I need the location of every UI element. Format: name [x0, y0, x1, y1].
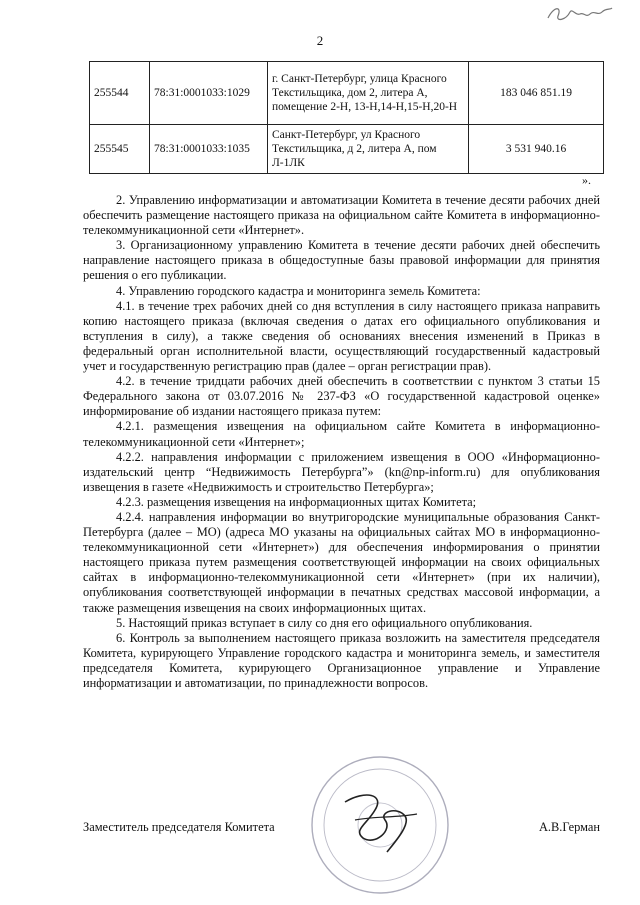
parcels-table: [89, 61, 604, 174]
paragraph: 2. Управлению информатизации и автоматизации Комитета в течение десяти рабочих дней обеспечить размещение настоящего приказа на официальном сайте Комитета в информационно-телекоммуникационной сети «Интернет».: [83, 193, 600, 238]
paragraph: 6. Контроль за выполнением настоящего приказа возложить на заместителя председателя Комитета, курирующего Управление городского кадастра и мониторинга земель, и заместителя председателя Комитета, курирующего Организационное управление и Управление информатизации и автоматизации, по принадлежности вопросов.: [83, 630, 600, 690]
parcel-id: 255545: [90, 125, 150, 174]
paragraph: 4.2.3. размещения извещения на информационных щитах Комитета;: [116, 494, 477, 509]
signatory-name: А.В.Герман: [538, 820, 600, 834]
parcel-address: Санкт-Петербург, ул Красного Текстильщика, д 2, литера А, пом Л-1ЛК: [268, 125, 469, 174]
cadastral-value: 3 531 940.16: [469, 125, 604, 174]
table-row: [90, 125, 604, 174]
cadastral-value: 183 046 851.19: [469, 62, 604, 125]
order-body: [83, 193, 600, 691]
paragraph: 4.1. в течение трех рабочих дней со дня вступления в силу настоящего приказа направить копию настоящего приказа (включая сведения о датах его официального опубликования и вступления в силу), а также сведения об основаниях внесения изменений в Приказ в федеральный орган исполнительной власти, осуществляющий государственный кадастровый учет и государственную регистрацию прав (далее – орган регистрации прав).: [83, 298, 600, 374]
handwritten-signature-icon: [335, 780, 425, 860]
parcel-id: 255544: [90, 62, 150, 125]
paragraph: 3. Организационному управлению Комитета в течение десяти рабочих дней обеспечить направление настоящего приказа в общедоступные базы правовой информации для принятия решения о его публикации.: [83, 238, 600, 283]
closing-quote: ».: [582, 173, 591, 187]
table-row: [90, 62, 604, 125]
cadastral-number: 78:31:0001033:1029: [150, 62, 268, 125]
paragraph: 5. Настоящий приказ вступает в силу со дня его официального опубликования.: [116, 615, 533, 630]
paragraph: 4.2.1. размещения извещения на официальном сайте Комитета в информационно-телекоммуникационной сети «Интернет»;: [83, 419, 600, 449]
paragraph: 4.2.4. направления информации во внутригородские муниципальные образования Санкт-Петербурга (далее – МО) (адреса МО указаны на официальных сайтах МО в информационно-телекоммуникационной сети «Интернет») для обеспечения информирования о принятии настоящего приказа путем размещения соответствующей информации на своих официальных сайтах в информационно-телекоммуникационной сети «Интернет» (при их наличии), опубликования соответствующей информации в печатных средствах массовой информации, а также размещения извещения на своих информационных щитах.: [83, 509, 600, 615]
handwritten-mark-icon: [544, 2, 614, 26]
cadastral-number: 78:31:0001033:1035: [150, 125, 268, 174]
parcel-address: г. Санкт-Петербург, улица Красного Текстильщика, дом 2, литера А, помещение 2-Н, 13-Н,14-Н,15-Н,20-Н: [268, 62, 469, 125]
paragraph: 4.2.2. направления информации с приложением извещения в ООО «Информационно-издательский центр “Недвижимость Петербурга”» (kn@np-inform.ru) для опубликования извещения в газете «Недвижимость и строительство Петербурга»;: [83, 449, 600, 494]
signatory-title: Заместитель председателя Комитета: [83, 820, 275, 834]
paragraph: 4. Управлению городского кадастра и мониторинга земель Комитета:: [116, 283, 481, 298]
page-number: 2: [316, 33, 324, 48]
paragraph: 4.2. в течение тридцати рабочих дней обеспечить в соответствии с пунктом 3 статьи 15 Федерального закона от 03.07.2016 № 237-ФЗ «О государственной кадастровой оценке» информирование об издании настоящего приказа путем:: [83, 374, 600, 419]
